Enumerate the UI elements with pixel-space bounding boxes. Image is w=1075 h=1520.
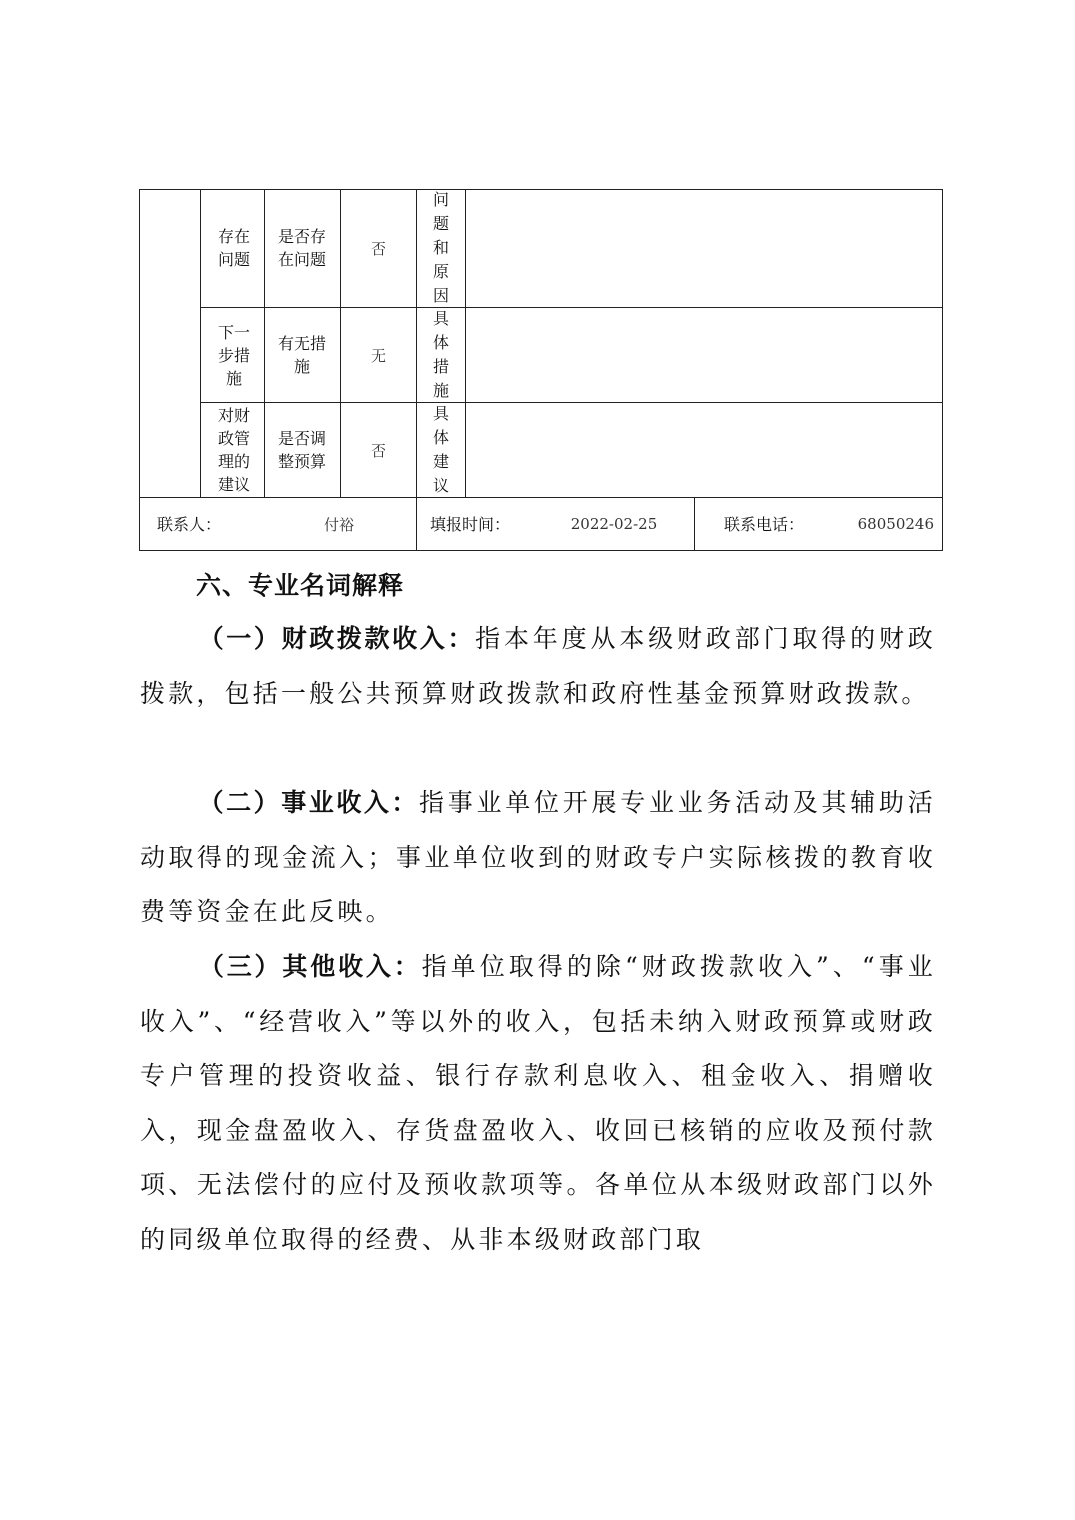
contact-label: 联系人： xyxy=(157,514,222,534)
fill-time-label: 填报时间： xyxy=(430,514,511,534)
definition-paragraph-3 xyxy=(140,940,936,1267)
row-2-detail-label: 具体措施 xyxy=(432,309,449,400)
row-3-detail xyxy=(466,403,942,497)
row-1-detail xyxy=(466,189,942,307)
row-2-category: 下一步措施 xyxy=(217,322,250,388)
fill-time-value: 2022-02-25 xyxy=(570,515,658,533)
row-3-question: 是否调整预算 xyxy=(277,429,326,471)
term-definition: 指事业单位开展专业业务活动及其辅助活动取得的现金流入；事业单位收到的财政专户实际核拨的教育收费等资金在此反映。 xyxy=(140,788,936,926)
term-label: （二）事业收入： xyxy=(198,788,419,817)
performance-table xyxy=(139,189,943,551)
phone-label: 联系电话： xyxy=(724,514,805,534)
definition-paragraph-2 xyxy=(140,776,936,940)
term-definition: 指单位取得的除“财政拨款收入”、“事业收入”、“经营收入”等以外的收入，包括未纳入财政预算或财政专户管理的投资收益、银行存款利息收入、租金收入、捐赠收入，现金盘盈收入、存货盘盈收入、收回已核销的应收及预付款项、无法偿付的应付及预收款项等。各单位从本级财政部门以外的同级单位取得的经费、从非本级财政部门取 xyxy=(140,952,936,1254)
definition-paragraph-1 xyxy=(140,612,936,721)
phone-value: 68050246 xyxy=(857,515,934,533)
row-3-category: 对财政管理的建议 xyxy=(217,406,250,494)
row-1-answer: 否 xyxy=(370,239,386,258)
row-1-category: 存在问题 xyxy=(217,227,250,269)
term-definition: 指本年度从本级财政部门取得的财政拨款，包括一般公共预算财政拨款和政府性基金预算财政拨款。 xyxy=(140,624,936,708)
row-2-question: 有无措施 xyxy=(277,334,326,376)
row-2-answer: 无 xyxy=(370,346,386,365)
contact-value: 付裕 xyxy=(323,515,354,534)
section-heading: 六、专业名词解释 xyxy=(196,571,405,600)
row-1-question: 是否存在问题 xyxy=(277,227,326,269)
row-3-answer: 否 xyxy=(370,441,386,460)
term-label: （一）财政拨款收入： xyxy=(198,624,476,653)
row-3-detail-label: 具体建议 xyxy=(432,404,449,495)
row-2-detail xyxy=(466,308,942,402)
row-1-detail-label: 问题和原因 xyxy=(432,190,449,305)
term-label: （三）其他收入： xyxy=(198,952,422,981)
